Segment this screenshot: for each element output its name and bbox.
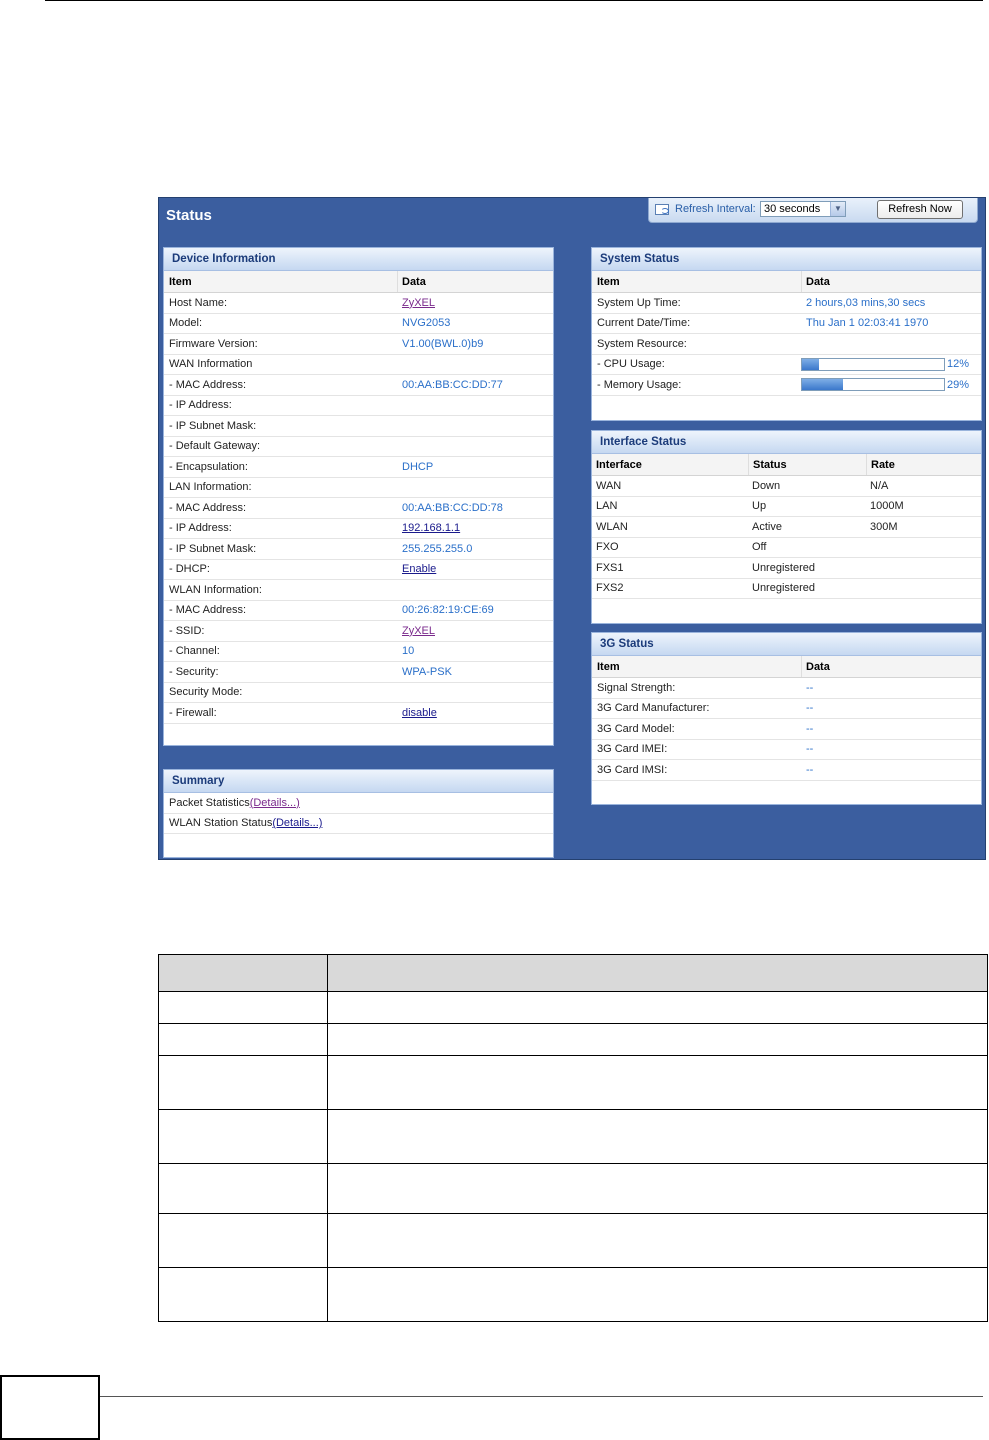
- row-data: DHCP: [402, 460, 434, 473]
- table-row: [159, 1024, 988, 1056]
- row-data: --: [806, 763, 814, 776]
- table-row: [164, 560, 553, 581]
- interface-name: FXS1: [596, 561, 624, 574]
- row-data: 00:26:82:19:CE:69: [402, 604, 494, 617]
- interface-name: FXO: [596, 541, 619, 554]
- table-row: [164, 662, 553, 683]
- memory-usage-bar: [801, 378, 945, 391]
- list-item: [164, 793, 553, 814]
- memory-usage-fill: [802, 379, 843, 390]
- cpu-usage-fill: [802, 359, 819, 370]
- summary-panel: [163, 769, 554, 858]
- table-header: [592, 271, 981, 293]
- row-data-link[interactable]: 192.168.1.1: [402, 522, 461, 535]
- row-item: - Firewall:: [169, 706, 217, 719]
- datetime-value: Thu Jan 1 02:03:41 1970: [806, 317, 929, 330]
- device-rows: [164, 293, 553, 724]
- table-row: [164, 601, 553, 622]
- status-screen: [158, 197, 986, 860]
- table-row: [592, 558, 981, 579]
- packet-statistics-details-link[interactable]: (Details...): [249, 796, 300, 809]
- header-data: Data: [801, 656, 830, 677]
- refresh-interval-value: 30 seconds: [764, 203, 821, 215]
- interface-status: Down: [752, 479, 781, 492]
- table-row: [164, 703, 553, 724]
- header-rate: Rate: [866, 454, 895, 475]
- table-row: [159, 1056, 988, 1110]
- row-data: --: [806, 743, 814, 756]
- cpu-usage-bar: [801, 358, 945, 371]
- row-item: - IP Subnet Mask:: [169, 419, 257, 432]
- table-row: [159, 1110, 988, 1164]
- header-item: Item: [169, 275, 192, 288]
- table-row: [592, 497, 981, 518]
- row-data: --: [806, 722, 814, 735]
- table-row: [164, 580, 553, 601]
- packet-statistics-label: Packet Statistics: [169, 796, 250, 809]
- table-row: [164, 498, 553, 519]
- memory-usage-label: - Memory Usage:: [597, 378, 682, 391]
- table-row: [592, 678, 981, 699]
- table-row: [164, 416, 553, 437]
- memory-usage-value: 29%: [947, 378, 970, 391]
- interface-name: WAN: [596, 479, 622, 492]
- table-row: [159, 1214, 988, 1268]
- header-data: Data: [801, 271, 830, 292]
- row-item: - Channel:: [169, 645, 220, 658]
- top-rule: [45, 0, 983, 1]
- chevron-down-icon[interactable]: ▼: [830, 202, 845, 216]
- interface-rate: 300M: [870, 520, 898, 533]
- datetime-label: Current Date/Time:: [597, 317, 691, 330]
- row-item: WLAN Information:: [169, 583, 262, 596]
- row-data: 00:AA:BB:CC:DD:78: [402, 501, 503, 514]
- row-item: WAN Information: [169, 358, 253, 371]
- cpu-usage-value: 12%: [947, 358, 970, 371]
- page-number-box: [0, 1375, 100, 1440]
- table-row: [592, 334, 981, 355]
- refresh-now-button[interactable]: Refresh Now: [877, 200, 963, 219]
- header-data: Data: [397, 271, 426, 292]
- row-item: 3G Card IMSI:: [597, 763, 668, 776]
- system-resource-label: System Resource:: [597, 337, 687, 350]
- cpu-usage-label: - CPU Usage:: [597, 358, 665, 371]
- row-data: V1.00(BWL.0)b9: [402, 337, 484, 350]
- table-row: [592, 579, 981, 600]
- table-row: [592, 375, 981, 396]
- system-status-title: System Status: [592, 248, 981, 271]
- row-data: 255.255.255.0: [402, 542, 473, 555]
- row-item: 3G Card Manufacturer:: [597, 702, 710, 715]
- table-row: [592, 699, 981, 720]
- table-row: [592, 476, 981, 497]
- header-status: Status: [748, 454, 787, 475]
- table-row: [164, 539, 553, 560]
- row-data-link[interactable]: ZyXEL: [402, 296, 436, 309]
- row-item: 3G Card Model:: [597, 722, 675, 735]
- row-item: - IP Subnet Mask:: [169, 542, 257, 555]
- row-item: Host Name:: [169, 296, 228, 309]
- row-item: LAN Information:: [169, 481, 252, 494]
- table-row: [164, 478, 553, 499]
- row-data: --: [806, 681, 814, 694]
- description-table: [158, 954, 988, 1322]
- wlan-station-status-label: WLAN Station Status: [169, 817, 273, 830]
- table-row: [164, 375, 553, 396]
- row-data-link[interactable]: Enable: [402, 563, 437, 576]
- row-item: - MAC Address:: [169, 604, 247, 617]
- refresh-interval-label: Refresh Interval:: [675, 203, 756, 215]
- row-data: WPA-PSK: [402, 665, 452, 678]
- table-header: [592, 454, 981, 476]
- table-row: [164, 683, 553, 704]
- table-row: [164, 621, 553, 642]
- interface-status-panel: [591, 430, 982, 624]
- page-title: Status: [166, 207, 212, 224]
- row-item: - MAC Address:: [169, 501, 247, 514]
- interface-rows: [592, 476, 981, 599]
- table-row: [592, 538, 981, 559]
- device-information-title: Device Information: [164, 248, 553, 271]
- row-item: - Default Gateway:: [169, 440, 261, 453]
- header-item: Item: [597, 275, 620, 288]
- row-data-link[interactable]: disable: [402, 706, 437, 719]
- table-row: [164, 642, 553, 663]
- header-item: Item: [597, 660, 620, 673]
- interface-status: Off: [752, 541, 767, 554]
- list-item: [164, 814, 553, 835]
- table-row: [592, 293, 981, 314]
- table-row: [159, 1164, 988, 1214]
- uptime-label: System Up Time:: [597, 296, 681, 309]
- row-data-link[interactable]: ZyXEL: [402, 624, 436, 637]
- interface-rate: 1000M: [870, 500, 904, 513]
- table-row: [164, 519, 553, 540]
- table-row: [592, 517, 981, 538]
- header-interface: Interface: [596, 458, 642, 471]
- 3g-rows: [592, 678, 981, 781]
- interface-name: WLAN: [596, 520, 628, 533]
- row-item: Signal Strength:: [597, 681, 676, 694]
- row-item: - MAC Address:: [169, 378, 247, 391]
- uptime-value: 2 hours,03 mins,30 secs: [806, 296, 926, 309]
- wlan-station-details-link[interactable]: (Details...): [272, 817, 323, 830]
- row-item: - Security:: [169, 665, 219, 678]
- 3g-status-panel: [591, 632, 982, 805]
- table-row: [592, 760, 981, 781]
- table-header: [164, 271, 553, 293]
- table-row: [164, 457, 553, 478]
- refresh-icon: [655, 204, 669, 215]
- row-item: 3G Card IMEI:: [597, 743, 668, 756]
- interface-status: Unregistered: [752, 561, 815, 574]
- row-item: - SSID:: [169, 624, 205, 637]
- footer-rule: [100, 1396, 983, 1397]
- table-row: [164, 355, 553, 376]
- row-data: --: [806, 702, 814, 715]
- row-data: 00:AA:BB:CC:DD:77: [402, 378, 503, 391]
- table-row: [159, 1268, 988, 1322]
- row-item: - IP Address:: [169, 522, 232, 535]
- interface-status: Unregistered: [752, 582, 815, 595]
- row-item: Firmware Version:: [169, 337, 258, 350]
- interface-name: LAN: [596, 500, 618, 513]
- interface-status: Active: [752, 520, 782, 533]
- row-item: - DHCP:: [169, 563, 210, 576]
- interface-status: Up: [752, 500, 767, 513]
- refresh-bar: [648, 198, 978, 223]
- row-item: Security Mode:: [169, 686, 243, 699]
- table-row: [164, 437, 553, 458]
- table-header: [159, 955, 988, 992]
- table-row: [164, 293, 553, 314]
- row-data: NVG2053: [402, 317, 451, 330]
- row-item: Model:: [169, 317, 203, 330]
- interface-name: FXS2: [596, 582, 624, 595]
- row-item: - IP Address:: [169, 399, 232, 412]
- summary-title: Summary: [164, 770, 553, 793]
- 3g-status-title: 3G Status: [592, 633, 981, 656]
- table-header: [592, 656, 981, 678]
- table-row: [592, 314, 981, 335]
- device-information-panel: [163, 247, 554, 746]
- table-row: [592, 719, 981, 740]
- table-row: [592, 740, 981, 761]
- table-row: [164, 314, 553, 335]
- table-row: [164, 334, 553, 355]
- table-row: [164, 396, 553, 417]
- row-item: - Encapsulation:: [169, 460, 248, 473]
- interface-status-title: Interface Status: [592, 431, 981, 454]
- table-row: [159, 992, 988, 1024]
- table-row: [592, 355, 981, 376]
- system-status-panel: [591, 247, 982, 421]
- refresh-interval-select[interactable]: [760, 201, 846, 217]
- interface-rate: N/A: [870, 479, 889, 492]
- row-data: 10: [402, 645, 415, 658]
